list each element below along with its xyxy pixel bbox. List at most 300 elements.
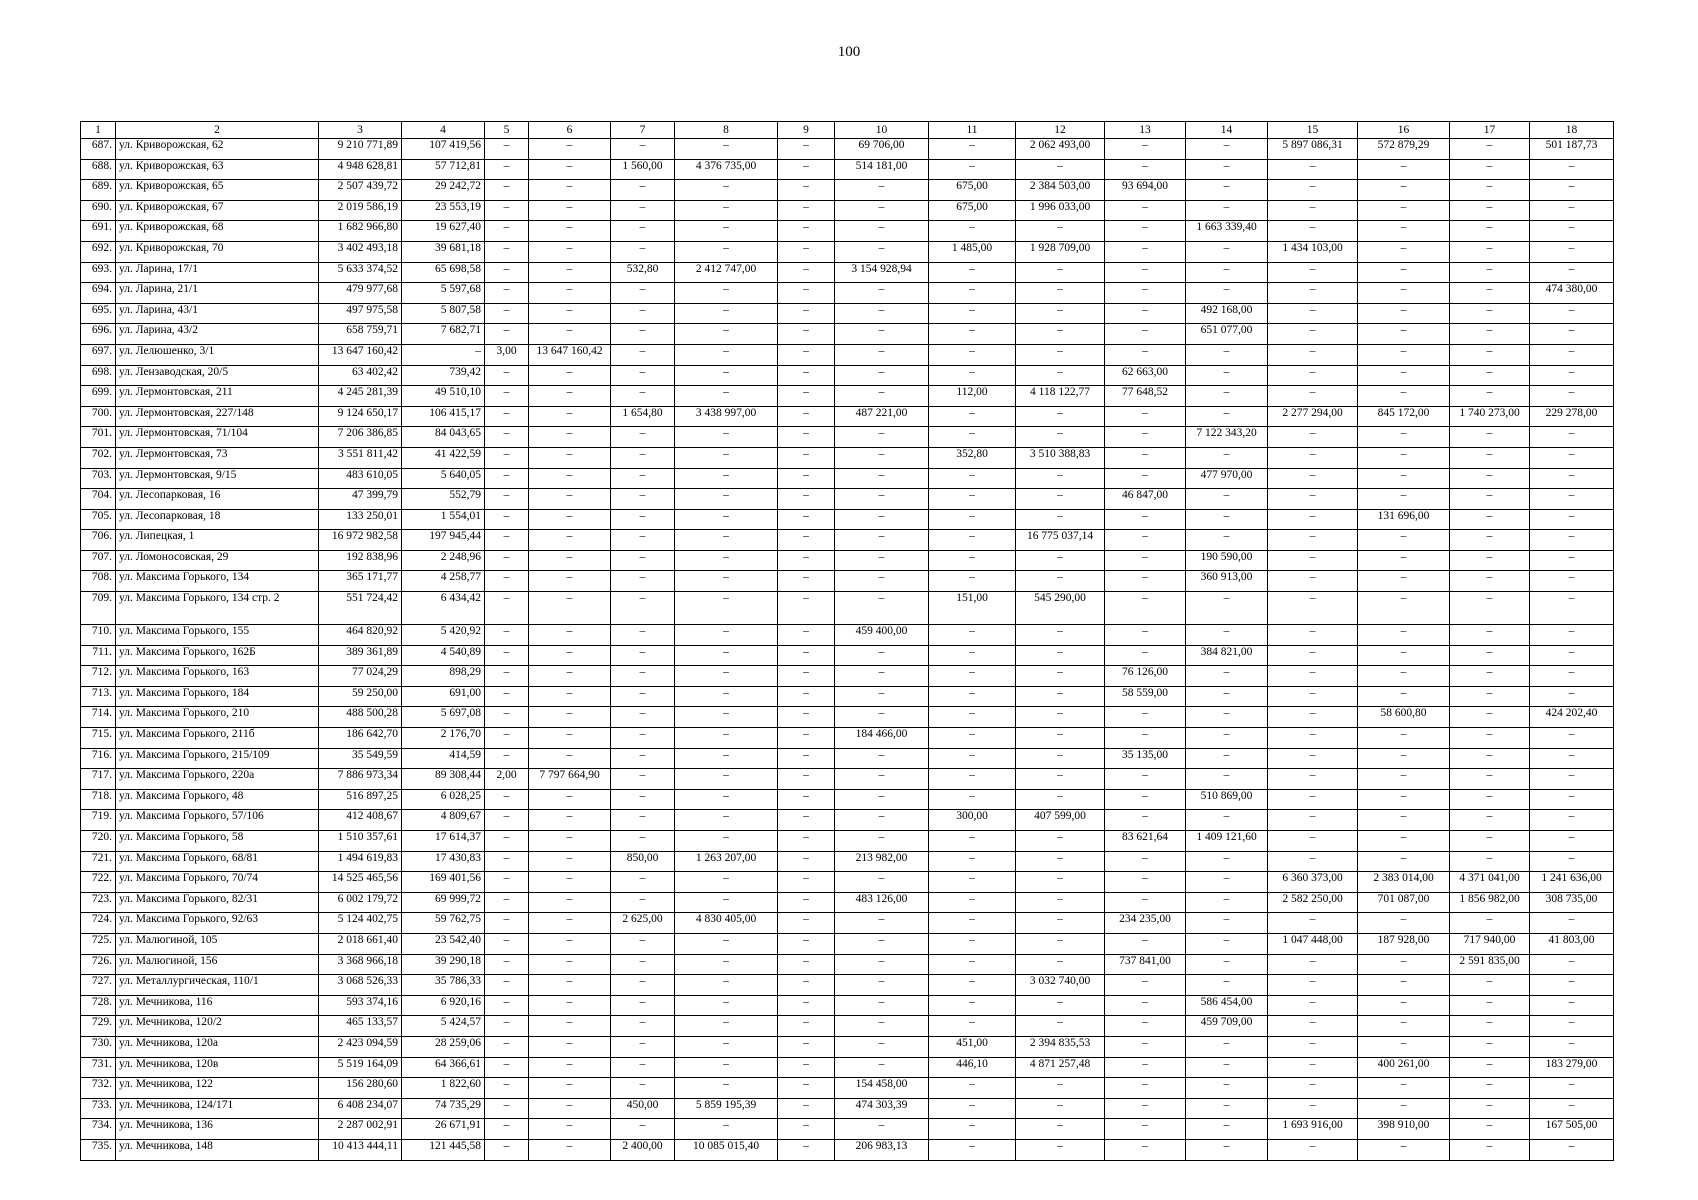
- value-cell: –: [778, 1098, 835, 1119]
- address-cell: ул. Максима Горького, 211б: [116, 728, 319, 749]
- amount-cell: 186 642,70: [319, 728, 402, 749]
- value-cell: –: [778, 666, 835, 687]
- value-cell: –: [1016, 1139, 1105, 1160]
- table-row: [81, 810, 1614, 831]
- value-cell: –: [1450, 571, 1530, 592]
- value-cell: 487 221,00: [835, 406, 929, 427]
- row-number: 699.: [81, 386, 116, 407]
- value-cell: –: [929, 344, 1016, 365]
- value-cell: –: [485, 1139, 529, 1160]
- value-cell: 1 996 033,00: [1016, 200, 1105, 221]
- value-cell: –: [1530, 550, 1614, 571]
- value-cell: –: [929, 645, 1016, 666]
- row-number: 721.: [81, 851, 116, 872]
- row-number: 688.: [81, 159, 116, 180]
- value-cell: –: [1186, 1139, 1268, 1160]
- value-cell: –: [835, 530, 929, 551]
- value-cell: –: [1016, 645, 1105, 666]
- value-cell: –: [929, 769, 1016, 790]
- value-cell: –: [675, 666, 778, 687]
- value-cell: –: [529, 139, 611, 160]
- value-cell: –: [485, 571, 529, 592]
- value-cell: –: [835, 447, 929, 468]
- value-cell: –: [1268, 748, 1358, 769]
- value-cell: –: [1268, 365, 1358, 386]
- row-number: 696.: [81, 324, 116, 345]
- value-cell: –: [1530, 221, 1614, 242]
- value-cell: –: [1186, 892, 1268, 913]
- value-cell: –: [1268, 303, 1358, 324]
- value-cell: –: [1016, 509, 1105, 530]
- row-number: 692.: [81, 241, 116, 262]
- amount-cell: 7 886 973,34: [319, 769, 402, 790]
- amount-cell: 35 549,59: [319, 748, 402, 769]
- value-cell: 2 062 493,00: [1016, 139, 1105, 160]
- value-cell: –: [1450, 159, 1530, 180]
- value-cell: –: [1105, 550, 1186, 571]
- value-cell: –: [1530, 1016, 1614, 1037]
- value-cell: –: [1358, 283, 1450, 304]
- value-cell: –: [1186, 365, 1268, 386]
- address-cell: ул. Максима Горького, 162Б: [116, 645, 319, 666]
- value-cell: –: [1450, 489, 1530, 510]
- column-header: 2: [116, 122, 319, 139]
- row-number: 724.: [81, 913, 116, 934]
- amount-cell: 483 610,05: [319, 468, 402, 489]
- value-cell: –: [929, 892, 1016, 913]
- value-cell: –: [611, 550, 675, 571]
- amount-cell: 6 408 234,07: [319, 1098, 402, 1119]
- value-cell: –: [1268, 262, 1358, 283]
- value-cell: –: [675, 1016, 778, 1037]
- value-cell: –: [835, 810, 929, 831]
- value-cell: –: [1358, 1078, 1450, 1099]
- value-cell: 424 202,40: [1530, 707, 1614, 728]
- value-cell: –: [1105, 892, 1186, 913]
- value-cell: –: [1450, 1098, 1530, 1119]
- value-cell: –: [1530, 1098, 1614, 1119]
- value-cell: –: [1268, 666, 1358, 687]
- value-cell: –: [835, 1016, 929, 1037]
- amount-cell: 1 822,60: [402, 1078, 485, 1099]
- value-cell: 675,00: [929, 180, 1016, 201]
- value-cell: –: [1016, 728, 1105, 749]
- value-cell: 407 599,00: [1016, 810, 1105, 831]
- value-cell: –: [675, 707, 778, 728]
- address-cell: ул. Мечникова, 116: [116, 995, 319, 1016]
- value-cell: –: [778, 707, 835, 728]
- table-row: [81, 241, 1614, 262]
- value-cell: –: [1016, 995, 1105, 1016]
- value-cell: 2,00: [485, 769, 529, 790]
- value-cell: –: [1016, 365, 1105, 386]
- value-cell: –: [1016, 748, 1105, 769]
- table-row: [81, 1016, 1614, 1037]
- value-cell: –: [1186, 975, 1268, 996]
- row-number: 704.: [81, 489, 116, 510]
- value-cell: –: [835, 180, 929, 201]
- value-cell: –: [1358, 303, 1450, 324]
- value-cell: –: [835, 1119, 929, 1140]
- value-cell: –: [1450, 468, 1530, 489]
- data-table: [80, 121, 1614, 1161]
- address-cell: ул. Лесопарковая, 16: [116, 489, 319, 510]
- amount-cell: 4 540,89: [402, 645, 485, 666]
- column-header: 9: [778, 122, 835, 139]
- value-cell: –: [675, 892, 778, 913]
- value-cell: –: [1450, 283, 1530, 304]
- value-cell: –: [1358, 427, 1450, 448]
- value-cell: –: [675, 872, 778, 893]
- value-cell: –: [611, 468, 675, 489]
- column-header: 13: [1105, 122, 1186, 139]
- amount-cell: 17 430,83: [402, 851, 485, 872]
- value-cell: –: [1358, 913, 1450, 934]
- value-cell: –: [1016, 550, 1105, 571]
- value-cell: –: [1268, 221, 1358, 242]
- value-cell: 6 360 373,00: [1268, 872, 1358, 893]
- amount-cell: 5 697,08: [402, 707, 485, 728]
- value-cell: 3 154 928,94: [835, 262, 929, 283]
- value-cell: –: [929, 1119, 1016, 1140]
- value-cell: –: [529, 200, 611, 221]
- amount-cell: 691,00: [402, 686, 485, 707]
- column-header: 15: [1268, 122, 1358, 139]
- value-cell: –: [835, 645, 929, 666]
- value-cell: –: [835, 468, 929, 489]
- value-cell: –: [1105, 406, 1186, 427]
- value-cell: –: [1105, 625, 1186, 646]
- value-cell: –: [675, 303, 778, 324]
- row-number: 734.: [81, 1119, 116, 1140]
- value-cell: –: [1186, 933, 1268, 954]
- amount-cell: 898,29: [402, 666, 485, 687]
- value-cell: 532,80: [611, 262, 675, 283]
- table-row: [81, 748, 1614, 769]
- amount-cell: 28 259,06: [402, 1036, 485, 1057]
- value-cell: –: [778, 913, 835, 934]
- value-cell: –: [611, 872, 675, 893]
- value-cell: –: [1105, 427, 1186, 448]
- address-cell: ул. Максима Горького, 155: [116, 625, 319, 646]
- value-cell: –: [1186, 200, 1268, 221]
- value-cell: –: [529, 995, 611, 1016]
- value-cell: –: [778, 831, 835, 852]
- value-cell: –: [835, 872, 929, 893]
- value-cell: 1 485,00: [929, 241, 1016, 262]
- value-cell: 3 510 388,83: [1016, 447, 1105, 468]
- value-cell: –: [778, 851, 835, 872]
- value-cell: –: [1530, 1139, 1614, 1160]
- amount-cell: 412 408,67: [319, 810, 402, 831]
- value-cell: –: [1016, 686, 1105, 707]
- value-cell: –: [1530, 427, 1614, 448]
- amount-cell: 2 248,96: [402, 550, 485, 571]
- value-cell: –: [1358, 686, 1450, 707]
- value-cell: –: [929, 975, 1016, 996]
- amount-cell: 739,42: [402, 365, 485, 386]
- value-cell: –: [778, 789, 835, 810]
- value-cell: –: [611, 789, 675, 810]
- address-cell: ул. Ларина, 17/1: [116, 262, 319, 283]
- column-header: 10: [835, 122, 929, 139]
- address-cell: ул. Максима Горького, 184: [116, 686, 319, 707]
- value-cell: 10 085 015,40: [675, 1139, 778, 1160]
- value-cell: –: [1358, 530, 1450, 551]
- value-cell: –: [778, 810, 835, 831]
- value-cell: –: [1268, 810, 1358, 831]
- value-cell: –: [1268, 1057, 1358, 1078]
- value-cell: –: [1450, 625, 1530, 646]
- value-cell: –: [1268, 447, 1358, 468]
- table-row: [81, 365, 1614, 386]
- value-cell: –: [611, 427, 675, 448]
- table-row: [81, 1119, 1614, 1140]
- value-cell: –: [778, 1036, 835, 1057]
- table-row: [81, 851, 1614, 872]
- value-cell: –: [1358, 550, 1450, 571]
- value-cell: –: [929, 550, 1016, 571]
- address-cell: ул. Лермонтовская, 71/104: [116, 427, 319, 448]
- header-row: [81, 122, 1614, 139]
- value-cell: –: [778, 592, 835, 625]
- value-cell: –: [1450, 1036, 1530, 1057]
- value-cell: –: [1186, 872, 1268, 893]
- value-cell: –: [485, 1078, 529, 1099]
- value-cell: 4 371 041,00: [1450, 872, 1530, 893]
- value-cell: –: [1016, 625, 1105, 646]
- value-cell: –: [1016, 666, 1105, 687]
- amount-cell: 4 948 628,81: [319, 159, 402, 180]
- table-row: [81, 571, 1614, 592]
- value-cell: –: [778, 180, 835, 201]
- value-cell: 474 380,00: [1530, 283, 1614, 304]
- value-cell: –: [529, 447, 611, 468]
- value-cell: –: [1530, 386, 1614, 407]
- value-cell: –: [929, 995, 1016, 1016]
- table-row: [81, 872, 1614, 893]
- value-cell: –: [778, 550, 835, 571]
- value-cell: –: [1268, 468, 1358, 489]
- value-cell: –: [529, 831, 611, 852]
- value-cell: –: [1016, 1016, 1105, 1037]
- value-cell: –: [1530, 728, 1614, 749]
- value-cell: 3 438 997,00: [675, 406, 778, 427]
- value-cell: –: [611, 686, 675, 707]
- table-row: [81, 200, 1614, 221]
- column-header: 17: [1450, 122, 1530, 139]
- amount-cell: 63 402,42: [319, 365, 402, 386]
- value-cell: –: [611, 200, 675, 221]
- value-cell: –: [1268, 728, 1358, 749]
- value-cell: –: [1186, 1078, 1268, 1099]
- value-cell: –: [1186, 592, 1268, 625]
- value-cell: 352,80: [929, 447, 1016, 468]
- value-cell: 93 694,00: [1105, 180, 1186, 201]
- value-cell: 213 982,00: [835, 851, 929, 872]
- value-cell: 1 263 207,00: [675, 851, 778, 872]
- row-number: 733.: [81, 1098, 116, 1119]
- value-cell: –: [529, 975, 611, 996]
- value-cell: –: [529, 159, 611, 180]
- value-cell: –: [1268, 831, 1358, 852]
- amount-cell: 1 510 357,61: [319, 831, 402, 852]
- value-cell: –: [1105, 592, 1186, 625]
- value-cell: –: [1105, 1098, 1186, 1119]
- amount-cell: 5 124 402,75: [319, 913, 402, 934]
- value-cell: –: [1358, 365, 1450, 386]
- value-cell: –: [1530, 365, 1614, 386]
- row-number: 700.: [81, 406, 116, 427]
- value-cell: –: [1358, 200, 1450, 221]
- value-cell: –: [1105, 262, 1186, 283]
- value-cell: –: [1105, 872, 1186, 893]
- address-cell: ул. Лензаводская, 20/5: [116, 365, 319, 386]
- value-cell: –: [835, 365, 929, 386]
- value-cell: –: [835, 571, 929, 592]
- value-cell: –: [1186, 406, 1268, 427]
- value-cell: –: [1268, 913, 1358, 934]
- value-cell: –: [675, 139, 778, 160]
- value-cell: –: [485, 283, 529, 304]
- value-cell: –: [1268, 324, 1358, 345]
- amount-cell: 479 977,68: [319, 283, 402, 304]
- value-cell: –: [1530, 447, 1614, 468]
- value-cell: –: [1186, 748, 1268, 769]
- value-cell: –: [1016, 851, 1105, 872]
- address-cell: ул. Максима Горького, 210: [116, 707, 319, 728]
- value-cell: –: [485, 625, 529, 646]
- address-cell: ул. Лермонтовская, 73: [116, 447, 319, 468]
- amount-cell: 29 242,72: [402, 180, 485, 201]
- value-cell: –: [1358, 571, 1450, 592]
- address-cell: ул. Максима Горького, 134: [116, 571, 319, 592]
- address-cell: ул. Малюгиной, 156: [116, 954, 319, 975]
- value-cell: –: [485, 954, 529, 975]
- value-cell: –: [611, 303, 675, 324]
- amount-cell: 69 999,72: [402, 892, 485, 913]
- value-cell: –: [1268, 571, 1358, 592]
- value-cell: 701 087,00: [1358, 892, 1450, 913]
- value-cell: –: [1268, 386, 1358, 407]
- value-cell: –: [485, 427, 529, 448]
- value-cell: –: [929, 159, 1016, 180]
- value-cell: –: [1105, 1036, 1186, 1057]
- value-cell: –: [1358, 180, 1450, 201]
- value-cell: 2 582 250,00: [1268, 892, 1358, 913]
- value-cell: 16 775 037,14: [1016, 530, 1105, 551]
- address-cell: ул. Криворожская, 63: [116, 159, 319, 180]
- value-cell: –: [611, 954, 675, 975]
- value-cell: –: [485, 666, 529, 687]
- column-header: 18: [1530, 122, 1614, 139]
- value-cell: –: [1186, 344, 1268, 365]
- column-header: 3: [319, 122, 402, 139]
- amount-cell: 4 258,77: [402, 571, 485, 592]
- value-cell: –: [929, 686, 1016, 707]
- value-cell: –: [485, 810, 529, 831]
- value-cell: –: [1105, 139, 1186, 160]
- value-cell: –: [529, 283, 611, 304]
- value-cell: 459 709,00: [1186, 1016, 1268, 1037]
- address-cell: ул. Лермонтовская, 211: [116, 386, 319, 407]
- amount-cell: 5 807,58: [402, 303, 485, 324]
- value-cell: –: [529, 468, 611, 489]
- value-cell: –: [1358, 468, 1450, 489]
- value-cell: –: [485, 1036, 529, 1057]
- row-number: 687.: [81, 139, 116, 160]
- value-cell: –: [835, 831, 929, 852]
- amount-cell: 414,59: [402, 748, 485, 769]
- table-row: [81, 707, 1614, 728]
- amount-cell: 5 633 374,52: [319, 262, 402, 283]
- value-cell: 187 928,00: [1358, 933, 1450, 954]
- value-cell: –: [1105, 1119, 1186, 1140]
- value-cell: –: [1268, 509, 1358, 530]
- table-row: [81, 1078, 1614, 1099]
- table-row: [81, 686, 1614, 707]
- address-cell: ул. Максима Горького, 220а: [116, 769, 319, 790]
- value-cell: 58 600,80: [1358, 707, 1450, 728]
- value-cell: –: [1358, 447, 1450, 468]
- amount-cell: 488 500,28: [319, 707, 402, 728]
- column-header: 11: [929, 122, 1016, 139]
- value-cell: 62 663,00: [1105, 365, 1186, 386]
- value-cell: –: [1268, 954, 1358, 975]
- value-cell: –: [1450, 789, 1530, 810]
- value-cell: –: [1186, 1098, 1268, 1119]
- value-cell: –: [1358, 748, 1450, 769]
- value-cell: 1 928 709,00: [1016, 241, 1105, 262]
- amount-cell: 2 176,70: [402, 728, 485, 749]
- value-cell: –: [1268, 550, 1358, 571]
- table-row: [81, 427, 1614, 448]
- value-cell: –: [675, 995, 778, 1016]
- address-cell: ул. Металлургическая, 110/1: [116, 975, 319, 996]
- value-cell: –: [1450, 303, 1530, 324]
- value-cell: –: [1268, 1098, 1358, 1119]
- value-cell: –: [835, 489, 929, 510]
- value-cell: 76 126,00: [1105, 666, 1186, 687]
- amount-cell: 39 681,18: [402, 241, 485, 262]
- value-cell: –: [1016, 489, 1105, 510]
- value-cell: 450,00: [611, 1098, 675, 1119]
- value-cell: –: [778, 489, 835, 510]
- value-cell: –: [485, 913, 529, 934]
- value-cell: –: [529, 913, 611, 934]
- value-cell: –: [611, 933, 675, 954]
- row-number: 702.: [81, 447, 116, 468]
- amount-cell: 2 507 439,72: [319, 180, 402, 201]
- value-cell: –: [611, 810, 675, 831]
- value-cell: –: [675, 386, 778, 407]
- value-cell: –: [1105, 789, 1186, 810]
- value-cell: –: [529, 686, 611, 707]
- value-cell: 2 383 014,00: [1358, 872, 1450, 893]
- value-cell: –: [929, 1078, 1016, 1099]
- value-cell: –: [929, 1098, 1016, 1119]
- value-cell: –: [611, 1078, 675, 1099]
- amount-cell: 3 402 493,18: [319, 241, 402, 262]
- value-cell: –: [1450, 200, 1530, 221]
- value-cell: –: [611, 1057, 675, 1078]
- value-cell: –: [835, 789, 929, 810]
- value-cell: –: [529, 810, 611, 831]
- row-number: 706.: [81, 530, 116, 551]
- value-cell: –: [675, 344, 778, 365]
- value-cell: –: [485, 789, 529, 810]
- column-header: 8: [675, 122, 778, 139]
